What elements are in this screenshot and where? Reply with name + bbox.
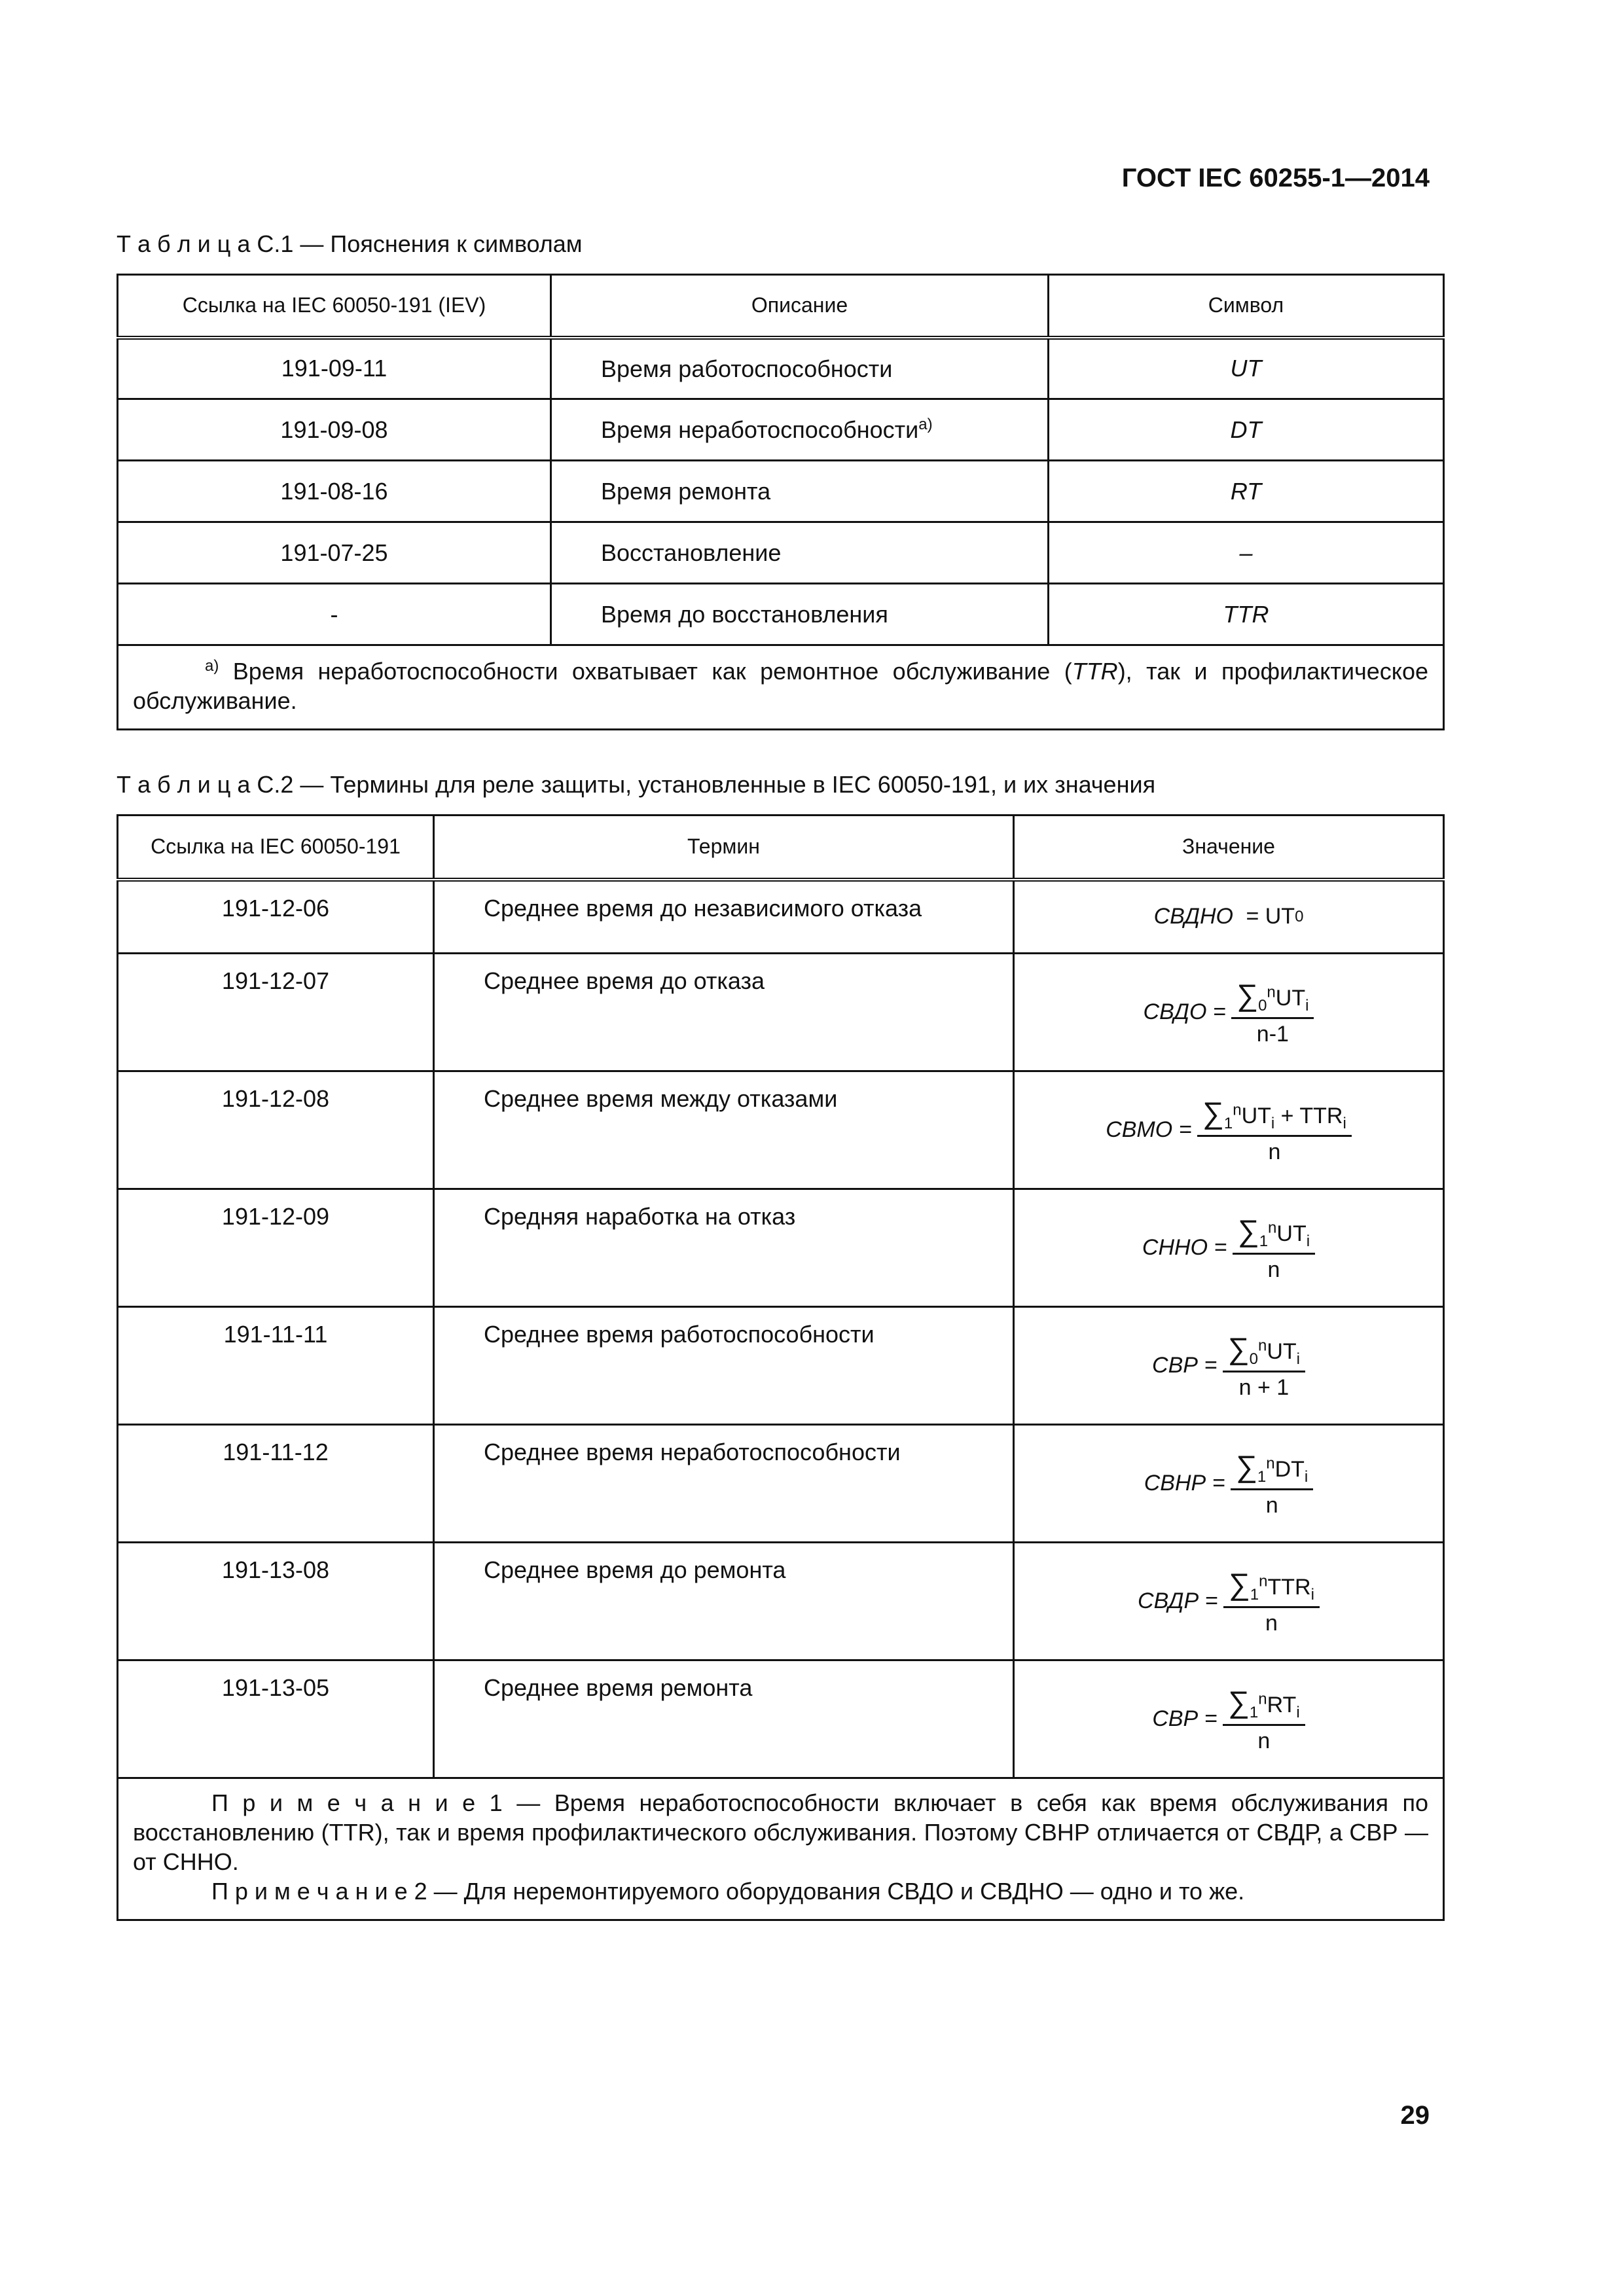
sigma-icon: ∑	[1228, 1684, 1250, 1719]
table-row	[118, 1543, 1444, 1660]
table2-caption-text: С.2 — Термины для реле защиты, установленные в IEC 60050-191, и их значения	[250, 771, 1156, 798]
ref-cell: 191-08-16	[118, 461, 551, 522]
ref-cell: 191-12-07	[118, 954, 434, 1071]
note-1: П р и м е ч а н и е 1 — Время неработоспособности включает в себя как время обслуживания по восстановлению (TTR), так и время профилактического обслуживания. Поэтому СВНР отличается от СВДР, а СВР — от СННО.	[133, 1789, 1428, 1875]
table-row	[118, 880, 1444, 954]
sigma-icon: ∑	[1237, 1213, 1259, 1247]
table-row	[118, 954, 1444, 1071]
description-cell: Время до восстановления	[551, 584, 1049, 645]
table2-header-value: Значение	[1014, 816, 1444, 880]
formula-cell	[1014, 1543, 1444, 1660]
ref-cell: 191-07-25	[118, 522, 551, 584]
ref-cell: 191-12-09	[118, 1189, 434, 1307]
formula-cell	[1014, 880, 1444, 954]
table1-caption-text: С.1 — Пояснения к символам	[250, 230, 583, 257]
table-row	[118, 399, 1444, 461]
table-terms	[117, 814, 1445, 1921]
ref-cell: 191-09-08	[118, 399, 551, 461]
symbol-cell: UT	[1049, 338, 1444, 399]
footnote-marker: a)	[918, 416, 933, 433]
formula: СВНР = $\frac{\sum_1^nDT_i}{n}$	[1015, 1448, 1443, 1519]
note-2: П р и м е ч а н и е 2 — Для неремонтируемого оборудования СВДО и СВДНО — одно и то же.	[211, 1878, 1245, 1905]
formula: СВДНО = UT 0	[1153, 904, 1304, 929]
ref-cell: 191-11-12	[118, 1425, 434, 1543]
table-row	[118, 522, 1444, 584]
term-cell: Средняя наработка на отказ	[434, 1189, 1014, 1307]
document-header: ГОСТ IEC 60255-1—2014	[1121, 164, 1430, 192]
table-row	[118, 1189, 1444, 1307]
table2-notes	[118, 1778, 1444, 1920]
ref-cell: 191-12-08	[118, 1071, 434, 1189]
table1-footnote-row	[118, 645, 1444, 730]
term-cell: Среднее время до отказа	[434, 954, 1014, 1071]
ref-cell: 191-12-06	[118, 880, 434, 954]
table1-header-row	[118, 275, 1444, 338]
sigma-icon: ∑	[1236, 1448, 1257, 1483]
table-row	[118, 1307, 1444, 1425]
description-cell: Время работоспособности	[551, 338, 1049, 399]
table1-header-desc: Описание	[551, 275, 1049, 338]
table-row	[118, 584, 1444, 645]
description-cell: Время неработоспособности$^{a)}$	[551, 399, 1049, 461]
formula-cell	[1014, 1307, 1444, 1425]
description-cell: Восстановление	[551, 522, 1049, 584]
sigma-icon: ∑	[1202, 1095, 1224, 1130]
ref-cell: 191-13-08	[118, 1543, 434, 1660]
term-cell: Среднее время до ремонта	[434, 1543, 1014, 1660]
term-cell: Среднее время между отказами	[434, 1071, 1014, 1189]
sigma-icon: ∑	[1229, 1566, 1250, 1601]
table1-footnote: $^{a)}$ Время неработоспособности охватывает как ремонтное обслуживание (TTR), так и профилактическое обслуживание.	[118, 645, 1444, 730]
table2-caption-prefix: Т а б л и ц а	[117, 771, 251, 798]
formula: СВР = $\frac{\sum_0^nUT_i}{n + 1}$	[1015, 1331, 1443, 1401]
table1-caption	[117, 230, 583, 258]
formula-cell	[1014, 1425, 1444, 1543]
symbol-cell: RT	[1049, 461, 1444, 522]
table2-header-row	[118, 816, 1444, 880]
term-cell: Среднее время ремонта	[434, 1660, 1014, 1778]
symbol-cell: –	[1049, 522, 1444, 584]
table1-header-symbol: Символ	[1049, 275, 1444, 338]
term-cell: Среднее время неработоспособности	[434, 1425, 1014, 1543]
table-row	[118, 338, 1444, 399]
ref-cell: 191-13-05	[118, 1660, 434, 1778]
symbol-cell: DT	[1049, 399, 1444, 461]
table-symbols	[117, 274, 1445, 730]
table1-header-ref: Ссылка на IEC 60050-191 (IEV)	[118, 275, 551, 338]
formula: СВДО = $\frac{\sum_0^nUT_i}{n-1}$	[1015, 977, 1443, 1048]
page-number: 29	[1400, 2101, 1430, 2130]
sigma-icon: ∑	[1236, 977, 1259, 1012]
sigma-icon: ∑	[1227, 1331, 1250, 1365]
table2-header-ref: Ссылка на IEC 60050-191	[118, 816, 434, 880]
term-cell: Среднее время до независимого отказа	[434, 880, 1014, 954]
ref-cell: -	[118, 584, 551, 645]
ref-cell: 191-09-11	[118, 338, 551, 399]
formula: СВДР = $\frac{\sum_1^nTTR_i}{n}$	[1015, 1566, 1443, 1637]
table2-notes-row	[118, 1778, 1444, 1920]
table-row	[118, 461, 1444, 522]
formula-cell	[1014, 954, 1444, 1071]
table2-header-term: Термин	[434, 816, 1014, 880]
formula-cell	[1014, 1189, 1444, 1307]
formula-cell	[1014, 1071, 1444, 1189]
ref-cell: 191-11-11	[118, 1307, 434, 1425]
symbol-cell: TTR	[1049, 584, 1444, 645]
table-row	[118, 1425, 1444, 1543]
table-row	[118, 1071, 1444, 1189]
formula-cell	[1014, 1660, 1444, 1778]
table-row	[118, 1660, 1444, 1778]
formula: СННО = $\frac{\sum_1^nUT_i}{n}$	[1015, 1213, 1443, 1283]
formula: СВМО = $\frac{\sum_1^nUT_i + TTR_i}{n}$	[1015, 1095, 1443, 1166]
formula: СВР = $\frac{\sum_1^nRT_i}{n}$	[1015, 1684, 1443, 1755]
description-cell: Время ремонта	[551, 461, 1049, 522]
term-cell: Среднее время работоспособности	[434, 1307, 1014, 1425]
table2-caption	[117, 771, 1155, 798]
table1-caption-prefix: Т а б л и ц а	[117, 230, 251, 257]
